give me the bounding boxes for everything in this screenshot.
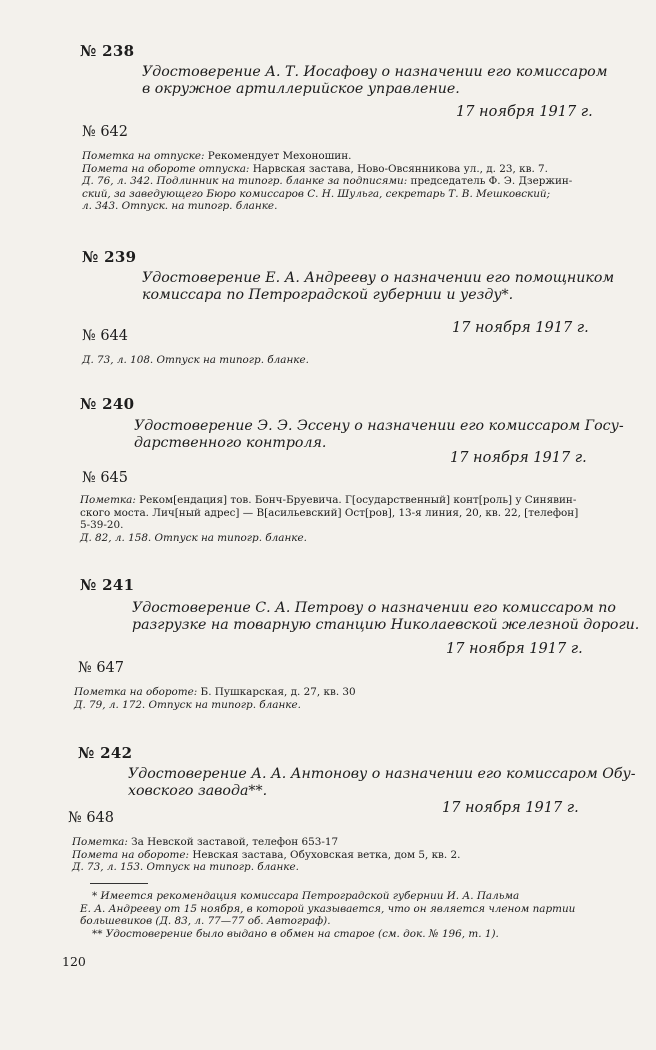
note-line	[82, 354, 309, 367]
entry-date: 17 ноября 1917 г.	[450, 450, 587, 466]
note-line	[82, 163, 572, 176]
entry-date: 17 ноября 1917 г.	[452, 320, 589, 336]
note-label: Помета на обороте отпуска:	[82, 162, 250, 175]
note-label: Пометка на обороте:	[74, 686, 198, 698]
note-label: Пометка:	[72, 836, 128, 848]
entry-date: 17 ноября 1917 г.	[442, 800, 579, 816]
note-text: Невская застава, Обуховская ветка, дом 5, кв. 2.	[189, 848, 461, 861]
footnotes	[80, 890, 636, 940]
note-label: Пометка на отпуске:	[82, 150, 205, 162]
note-text: За Невской заставой, телефон 653-17	[127, 836, 339, 848]
note-line	[82, 188, 572, 201]
reference-number: № 644	[82, 328, 129, 344]
entry-number: № 240	[80, 395, 135, 413]
note-line	[80, 532, 578, 545]
note-line	[72, 836, 460, 849]
entry-notes	[82, 354, 309, 367]
entry-title	[134, 418, 624, 452]
note-text: Рекомендует Мехоношин.	[204, 150, 352, 162]
entry-title	[142, 64, 607, 98]
note-text: председатель Ф. Э. Дзержин-	[407, 175, 573, 188]
note-line	[72, 861, 460, 874]
entry-notes	[74, 686, 356, 711]
title-line: Удостоверение Э. Э. Эссену о назначении его комиссаром Госу-	[134, 418, 624, 434]
note-text: Нарвская застава, Ново-Овсянникова ул., д. 23, кв. 7.	[249, 162, 548, 175]
entry-title	[128, 766, 636, 800]
reference-number: № 642	[82, 124, 129, 140]
entry-number: № 239	[82, 248, 137, 266]
footnote-line: большевиков (Д. 83, л. 77—77 об. Автограф).	[80, 915, 331, 928]
note-text: ский, за заведующего Бюро комиссаров С. Н. Шульга, секретарь Т. В. Мешковский;	[82, 187, 551, 200]
title-line: Удостоверение Е. А. Андрееву о назначении его помощником	[142, 270, 615, 286]
entry-title	[132, 600, 639, 634]
reference-number: № 645	[82, 470, 129, 486]
note-text: ского моста. Лич[ный адрес] — В[асильевский] Ост[ров], 13-я линия, 20, кв. 22, [телефон]	[80, 506, 579, 519]
note-line	[72, 849, 460, 862]
title-line: Удостоверение А. Т. Иосафову о назначении его комиссаром	[142, 64, 608, 80]
entry-title	[142, 270, 614, 304]
note-label: л. 343. Отпуск. на типогр. бланке.	[82, 200, 278, 213]
note-text: Б. Пушкарская, д. 27, кв. 30	[197, 686, 356, 698]
footnote-line: Е. А. Андрееву от 15 ноября, в которой указывается, что он является членом партии	[80, 902, 576, 915]
footnote-divider	[90, 883, 148, 884]
title-line: Удостоверение А. А. Антонову о назначении его комиссаром Обу-	[128, 766, 636, 782]
entry-number: № 241	[80, 576, 135, 594]
entry-notes	[80, 494, 578, 544]
note-text: Реком[ендация] тов. Бонч-Бруевича. Г[осударственный] конт[роль] у Синявин-	[135, 494, 577, 506]
entry-number: № 238	[80, 42, 135, 60]
note-label: Д. 82, л. 158. Отпуск на типогр. бланке.	[80, 531, 307, 544]
note-label: Помета на обороте:	[72, 848, 190, 861]
page-number: 120	[62, 954, 86, 969]
reference-number: № 648	[68, 810, 115, 826]
note-text: 5-39-20.	[80, 519, 124, 532]
entry-notes	[82, 150, 572, 213]
title-line: дарственного контроля.	[134, 435, 327, 451]
note-line	[82, 200, 572, 213]
note-line	[74, 699, 356, 712]
footnote-line: * Имеется рекомендация комиссара Петроградской губернии И. А. Пальма	[92, 890, 520, 902]
note-label: Д. 79, л. 172. Отпуск на типогр. бланке.	[74, 698, 301, 711]
note-label: Д. 73, л. 108. Отпуск на типогр. бланке.	[82, 354, 309, 366]
title-line: комиссара по Петроградской губернии и уезду*.	[142, 287, 514, 303]
note-line	[82, 150, 572, 163]
note-label: Д. 73, л. 153. Отпуск на типогр. бланке.	[72, 861, 299, 874]
entry-date: 17 ноября 1917 г.	[456, 104, 593, 120]
title-line: в окружное артиллерийское управление.	[142, 81, 460, 97]
reference-number: № 647	[78, 660, 125, 676]
title-line: Удостоверение С. А. Петрову о назначении его комиссаром по	[132, 600, 616, 616]
note-label: Пометка:	[80, 494, 136, 506]
title-line: ховского завода**.	[128, 783, 268, 799]
footnote-line: ** Удостоверение было выдано в обмен на старое (см. док. № 196, т. 1).	[92, 927, 499, 940]
note-line	[82, 175, 572, 188]
note-line	[74, 686, 356, 699]
entry-number: № 242	[78, 744, 133, 762]
note-line	[80, 507, 578, 520]
note-line	[80, 519, 578, 532]
entry-date: 17 ноября 1917 г.	[446, 641, 583, 657]
note-line	[80, 494, 578, 507]
entry-notes	[72, 836, 460, 874]
title-line: разгрузке на товарную станцию Николаевской железной дороги.	[132, 617, 640, 633]
note-label: Д. 76, л. 342. Подлинник на типогр. бланке за подписями:	[82, 175, 408, 188]
